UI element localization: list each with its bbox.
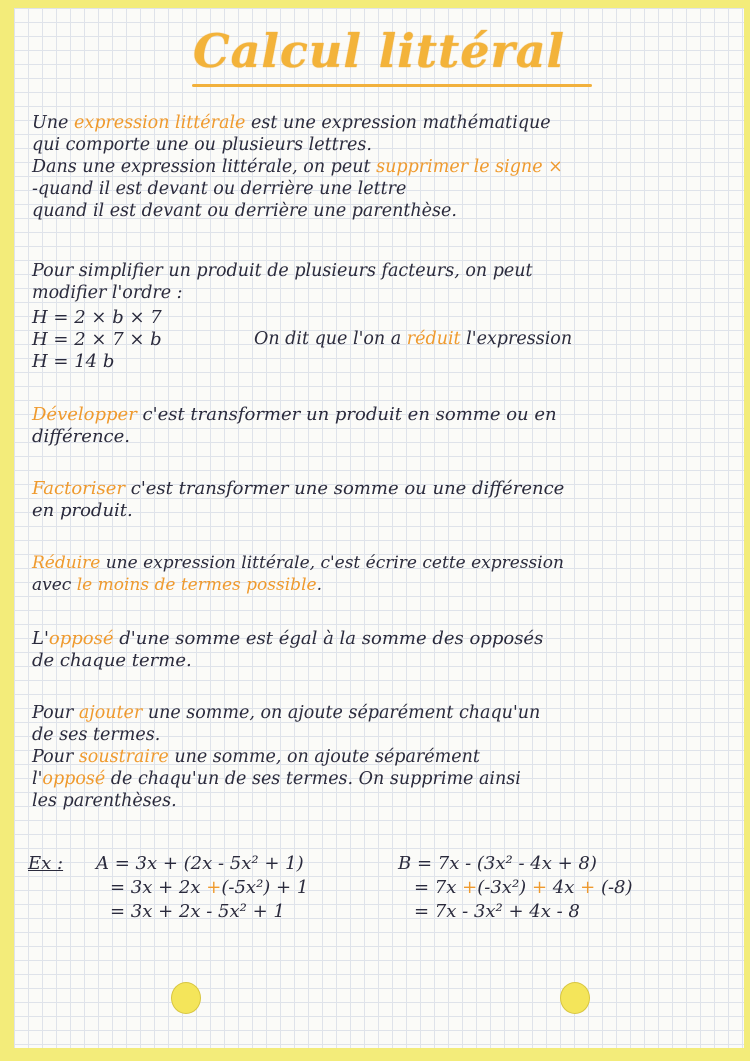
- text: On dit que l'on a: [254, 329, 402, 349]
- text: 4x: [552, 877, 575, 898]
- page-title: Calcul littéral: [192, 24, 566, 78]
- term-developper: Développer: [32, 404, 137, 425]
- ajouter-line-3: [32, 746, 732, 768]
- simplify-paragraph: [32, 260, 732, 304]
- intro-line-4: -quand il est devant ou derrière une lettre: [32, 179, 407, 199]
- term-moins-de-termes: le moins de termes possible: [76, 575, 317, 595]
- text: avec: [32, 575, 72, 595]
- example-label: Ex :: [28, 853, 64, 874]
- reduire-definition: [32, 552, 732, 596]
- oppose-definition: [32, 628, 732, 672]
- text: .: [316, 575, 322, 595]
- text: (-5x²) + 1: [221, 877, 309, 898]
- reduire-line-2: [32, 574, 732, 596]
- example-b-line-3: = 7x - 3x² + 4x - 8: [414, 901, 580, 922]
- text: Une: [32, 113, 69, 133]
- text: = 7x: [414, 877, 457, 898]
- notebook-page: [14, 8, 744, 1048]
- oppose-line-2: de chaque terme.: [32, 650, 192, 671]
- highlight-plus: +: [462, 877, 478, 898]
- example-a-line-1: A = 3x + (2x - 5x² + 1): [96, 853, 304, 874]
- simplify-line-1: Pour simplifier un produit de plusieurs facteurs, on peut: [32, 261, 533, 281]
- text: l'expression: [466, 329, 573, 349]
- example-a-line-2: [110, 878, 308, 897]
- ajouter-soustraire-paragraph: [32, 702, 732, 812]
- oppose-line-1: [32, 628, 732, 650]
- ajouter-line-5: les parenthèses.: [32, 791, 177, 811]
- text: c'est transformer une somme ou une différence: [130, 478, 565, 499]
- term-oppose: opposé: [48, 628, 114, 649]
- term-expression-litterale: expression littérale: [73, 113, 246, 133]
- binder-hole-right: [560, 982, 590, 1014]
- highlight-plus: +: [580, 877, 596, 898]
- term-supprimer-signe: supprimer le signe ×: [376, 157, 563, 177]
- ajouter-line-1: [32, 702, 732, 724]
- binder-hole-left: [171, 982, 201, 1014]
- term-factoriser: Factoriser: [32, 478, 126, 499]
- reduire-line-1: [32, 552, 732, 574]
- text: c'est transformer un produit en somme ou en: [142, 404, 557, 425]
- text: Pour: [32, 747, 74, 767]
- text: une expression littérale, c'est écrire cette expression: [105, 553, 564, 573]
- text: l': [32, 769, 43, 789]
- highlight-plus: +: [531, 877, 548, 898]
- text: d'une somme est égal à la somme des opposés: [119, 628, 544, 649]
- example-a-line-3: = 3x + 2x - 5x² + 1: [110, 901, 285, 922]
- simplify-line-2: modifier l'ordre :: [32, 283, 183, 303]
- text: de chaqu'un de ses termes. On supprime ainsi: [110, 769, 521, 789]
- developper-line-1: [32, 404, 732, 426]
- highlight-plus: +: [206, 877, 222, 898]
- text: (-8): [600, 877, 633, 898]
- term-oppose-2: opposé: [42, 769, 106, 789]
- ajouter-line-4: [32, 768, 732, 790]
- term-reduire: Réduire: [32, 553, 101, 573]
- text: (-3x²): [477, 877, 527, 898]
- term-soustraire: soustraire: [78, 747, 169, 767]
- text: est une expression mathématique: [251, 113, 551, 133]
- example-b-line-2: [414, 878, 633, 897]
- equation-h-2: H = 2 × 7 × b: [32, 329, 162, 350]
- ajouter-line-2: de ses termes.: [32, 725, 161, 745]
- developper-definition: [32, 404, 732, 448]
- intro-line-3: [32, 156, 732, 178]
- text: Pour: [32, 703, 74, 723]
- text: L': [32, 628, 49, 649]
- intro-paragraph: [32, 112, 732, 222]
- intro-line-1: [32, 112, 732, 134]
- factoriser-line-1: [32, 478, 732, 500]
- term-reduit: réduit: [406, 329, 461, 349]
- title-underline: [192, 84, 592, 87]
- example-b-line-1: B = 7x - (3x² - 4x + 8): [398, 853, 597, 874]
- developper-line-2: différence.: [32, 426, 130, 447]
- equation-h-3: H = 14 b: [32, 351, 115, 372]
- text: une somme, on ajoute séparément chaqu'un: [147, 703, 541, 723]
- term-ajouter: ajouter: [78, 703, 143, 723]
- intro-line-5: quand il est devant ou derrière une parenthèse.: [32, 201, 457, 221]
- equation-h-1: H = 2 × b × 7: [32, 307, 162, 328]
- text: = 3x + 2x: [110, 877, 201, 898]
- intro-line-2: qui comporte une ou plusieurs lettres.: [32, 135, 372, 155]
- text: une somme, on ajoute séparément: [174, 747, 480, 767]
- factoriser-line-2: en produit.: [32, 500, 133, 521]
- factoriser-definition: [32, 478, 732, 522]
- reduit-note: [254, 330, 572, 349]
- text: Dans une expression littérale, on peut: [32, 157, 371, 177]
